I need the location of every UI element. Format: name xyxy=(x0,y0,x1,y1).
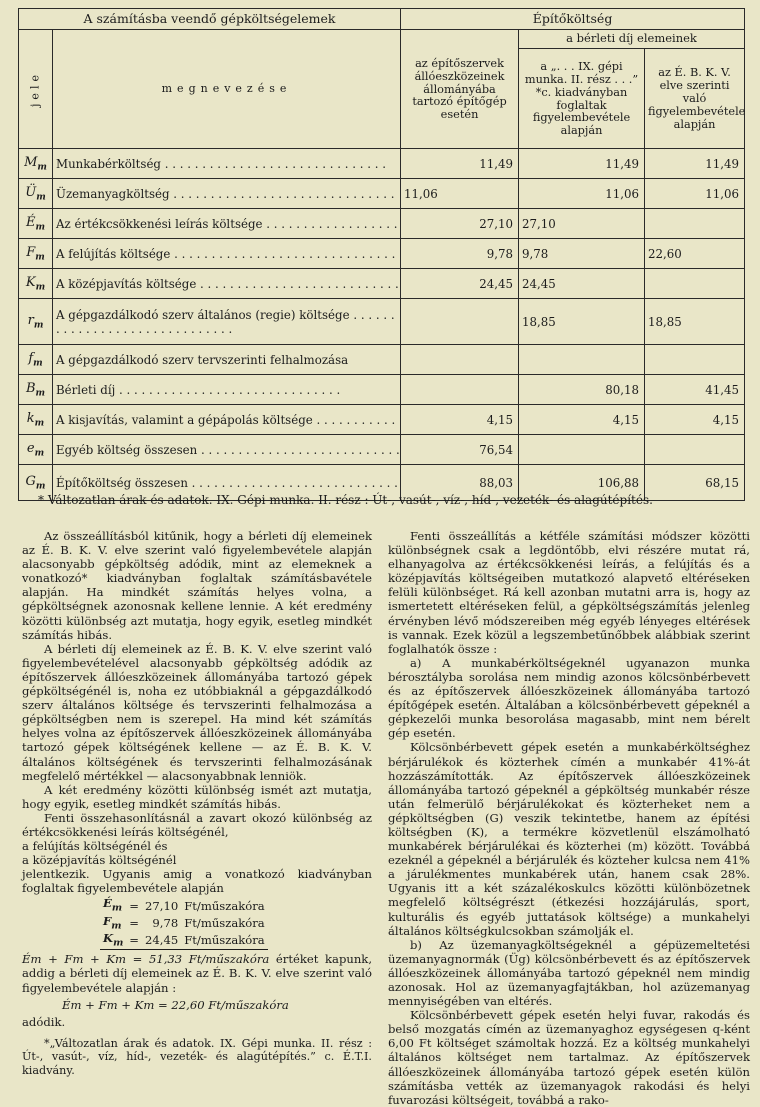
machine-cost-table xyxy=(18,8,745,501)
paragraph: A két eredmény közötti különbség ismét azt mutatja, hogy egyik, esetleg mindkét számítás hibás. xyxy=(22,782,372,811)
paragraph: Fenti összeállítás a kétféle számítási módszer közötti különbségnek csak a legdöntőbb, elvi részére mutat rá, elhanyagolva az értékcsökkenési leírás, a felújítás és a középjavítás költségeiben mutatkozó alapvető eltéréseken felüli különbséget. Rá kell azonban mutatni arra is, hogy az ismertetett eltéréseken felül, a gépköltségszámítás jelenleg érvényben lévő módszereiben még egyéb lényeges eltérések is vannak. Ezek közül a legszembetűnőbbek alábbiak szerint foglalhatók össze : xyxy=(388,529,750,656)
equation-row: $K_m$ = 24,45 Ft/műszakóra xyxy=(100,932,268,950)
row-value-col3 xyxy=(645,269,745,299)
paragraph: Az összeállításból kitűnik, hogy a bérleti díj elemeinek az É. B. K. V. elve szerint való figyelembevétele alapján alacsonyabb gépköltség adódik, mint az elemeknek a vonatkozó* kiadványban foglaltak számításbavétele alapján. Ha mindkét számítás helyes volna, a gépköltségnek azonosnak kellene lennie. A két eredmény közötti különbség azt mutatja, hogy egyik, esetleg mindkét számítás hibás. xyxy=(22,529,372,642)
header-cost-elements: A számításba veendő gépköltségelemek xyxy=(19,9,401,30)
row-value-col3 xyxy=(645,435,745,465)
row-value-col3: 41,45 xyxy=(645,375,745,405)
header-col-own-machines: az építőszervek állóeszközeinek állományába tartozó építőgép esetén xyxy=(401,30,519,149)
row-symbol: $G_m$ xyxy=(19,465,53,501)
row-name: Egyéb költség összesen . . . xyxy=(53,435,401,465)
row-value-col2: 27,10 xyxy=(519,209,645,239)
table-row xyxy=(19,345,745,375)
row-name: Az értékcsökkenési leírás költsége . . . xyxy=(53,209,401,239)
row-value-col3: 11,49 xyxy=(645,149,745,179)
row-name: A kisjavítás, valamint a gépápolás költsége . . . xyxy=(53,405,401,435)
paragraph: a középjavítás költségénél xyxy=(22,853,177,868)
equation-row: $F_m$ = 9,78 Ft/műszakóra xyxy=(103,913,265,932)
header-jele-cell xyxy=(19,30,53,149)
row-value-col1 xyxy=(401,375,519,405)
table-footnote: * Változatlan árak és adatok. IX. Gépi munka. II. rész : Út-, vasút-, víz-, híd-, vezeték- és alagútépítés. xyxy=(38,493,653,507)
paragraph: A bérleti díj elemeinek az É. B. K. V. elve szerint való figyelembevételével alacsonyabb gépköltség adódik az építőszervek állóeszközeinek állományába tartozó gépek gépköltségénél is, noha ez utóbbiaknál a gépgazdálkodó szerv általános költsége és tervszerinti felhalmozása a gépköltségben nem is szerepel. Ha mind két számítás helyes volna az építőszervek állóeszközeinek állományába tartozó gépek költségének kellene — az É. B. K. V. általános költségének és tervszerinti felhalmozásának megfelelő mértékkel — alacsonyabbnak lenniök. xyxy=(22,641,372,783)
row-value-col1: 4,15 xyxy=(401,405,519,435)
row-value-col3: 4,15 xyxy=(645,405,745,435)
row-name: Munkabérköltség . . . xyxy=(53,149,401,179)
table-row xyxy=(19,299,745,345)
row-value-col2: 9,78 xyxy=(519,239,645,269)
row-symbol: $Ü_m$ xyxy=(19,179,53,209)
row-name: A gépgazdálkodó szerv általános (regie) költsége . . . xyxy=(53,299,401,345)
row-symbol: $M_m$ xyxy=(19,149,53,179)
paragraph-rest: értéket kapunk, addig a bérleti díj elemeinek az É. B. K. V. elve szerint való figyelembevétele alapján : xyxy=(22,952,373,995)
row-symbol: $B_m$ xyxy=(19,375,53,405)
formula-sum-2: Ém + Fm + Km = 22,60 Ft/műszakóra xyxy=(62,997,289,1012)
row-name: Építőköltség összesen . . . xyxy=(53,465,401,501)
row-value-col2: 106,88 xyxy=(519,465,645,501)
row-symbol: $f_m$ xyxy=(19,345,53,375)
row-value-col3: 68,15 xyxy=(645,465,745,501)
paragraph: jelentkezik. Ugyanis amig a vonatkozó kiadványban foglaltak figyelembevétele alapján xyxy=(22,867,372,896)
equation-row: $É_m$ = 27,10 Ft/műszakóra xyxy=(103,896,265,914)
header-col-ebkv: az É. B. K. V. elve szerinti való figyelembevétele alapján xyxy=(645,49,745,149)
row-value-col1: 24,45 xyxy=(401,269,519,299)
row-value-col3: 11,06 xyxy=(645,179,745,209)
row-value-col1: 76,54 xyxy=(401,435,519,465)
table-row xyxy=(19,209,745,239)
header-megnevezese-cell xyxy=(53,30,401,149)
row-value-col1: 11,06 xyxy=(401,179,519,209)
row-value-col1 xyxy=(401,345,519,375)
row-name: Üzemanyagköltség . . . xyxy=(53,179,401,209)
table-row xyxy=(19,179,745,209)
paragraph xyxy=(22,952,372,994)
paragraph: a felújítás költségénél és xyxy=(22,839,168,854)
paragraph: Kölcsönbérbevett gépek esetén a munkabérköltséghez bérjárulékok és közterhek címén a munkabér 41%-át hozzászámították. Az építőszervek állóeszközeinek állományába tartozó gépeknél a gépköltség munkabér része után felmerülő bérjárulékokat és közterheket nem a gépköltségben (G) veszik tekintetbe, hanem az építési költségben (K), a termékre közvetlenül elszámolható munkabérek bérjárulékai és közterhei (m) között. Továbbá ezeknél a gépeknél a bérjárulék és közteher kulcsa nem 41% a járulékmentes munkabérek után, hanem csak 28%. Ugyanis itt a két százalékoskulcs közötti különbözetnek megfelelő költségrészt (étkezési hozzájárulás, sport, kulturális és egyéb juttatások költsége) a munkahelyi általános költségkulcsokban számolják el. xyxy=(388,740,750,938)
header-construction-cost: Építőköltség xyxy=(401,9,745,30)
table-row xyxy=(19,405,745,435)
row-symbol: $K_m$ xyxy=(19,269,53,299)
left-column xyxy=(22,529,372,1077)
row-name: A gépgazdálkodó szerv tervszerinti felhalmozása xyxy=(53,345,401,375)
row-value-col2: 80,18 xyxy=(519,375,645,405)
row-value-col2: 4,15 xyxy=(519,405,645,435)
row-value-col3: 18,85 xyxy=(645,299,745,345)
formula-sum-1: Ém + Fm + Km = 51,33 Ft/műszakóra xyxy=(22,952,270,967)
right-column xyxy=(388,529,750,1107)
header-rental-fee-elements: a bérleti díj elemeinek xyxy=(519,30,745,49)
row-symbol: $e_m$ xyxy=(19,435,53,465)
row-symbol: $k_m$ xyxy=(19,405,53,435)
row-value-col3 xyxy=(645,209,745,239)
header-megnevezese: megnevezése xyxy=(161,82,292,96)
row-value-col1: 88,03 xyxy=(401,465,519,501)
row-value-col2: 18,85 xyxy=(519,299,645,345)
table-row xyxy=(19,375,745,405)
row-value-col3 xyxy=(645,345,745,375)
paragraph: b) Az üzemanyagköltségeknél a gépüzemeltetési üzemanyagnormák (Üg) kölcsönbérbevett és az építőszervek állóeszközeinek állományába tartozó gépeknél nem mindig azonosak. Hol az üzemanyagfajtákban, hol azüzemanyag mennyiségében van eltérés. xyxy=(388,937,750,1009)
row-value-col2 xyxy=(519,345,645,375)
row-symbol: $É_m$ xyxy=(19,209,53,239)
row-value-col3: 22,60 xyxy=(645,239,745,269)
equation-block-1 xyxy=(22,897,372,950)
row-value-col2 xyxy=(519,435,645,465)
row-value-col1: 11,49 xyxy=(401,149,519,179)
row-symbol: $r_m$ xyxy=(19,299,53,345)
row-value-col1: 27,10 xyxy=(401,209,519,239)
paragraph: Kölcsönbérbevett gépek esetén helyi fuvar, rakodás és belső mozgatás címén az üzemanyaghoz egységesen q-ként 6,00 Ft költséget számoltak hozzá. Ez a költség munkahelyi általános költséget nem tartalmaz. Az építőszervek állóeszközeinek állományába tartozó gépek esetén külön számításba vették az üzemanyagok rakodási és helyi fuvarozási költségeit, továbbá a rako- xyxy=(388,1008,750,1107)
header-jele: jele xyxy=(28,71,42,107)
paragraph: a) A munkabérköltségeknél ugyanazon munka bérosztályba sorolása nem mindig azonos kölcsönbérbevett és az építőszervek állóeszközeinek állományába tartozó építőgépek esetén. Általában a kölcsönbérbevett gépeknél a gépkezelői munka besorolása magasabb, mint nem bérelt gép esetén. xyxy=(388,655,750,741)
row-name: A felújítás költsége . . . xyxy=(53,239,401,269)
table-row xyxy=(19,435,745,465)
paragraph: Fenti összehasonlításnál a zavart okozó különbség az értékcsökkenési leírás költségénél, xyxy=(22,810,372,839)
row-symbol: $F_m$ xyxy=(19,239,53,269)
table-row xyxy=(19,239,745,269)
left-footnote: *„Változatlan árak és adatok. IX. Gépi munka. II. rész : Út-, vasút-, víz, híd-, vezeték- és alagútépítés.” c. É.T.I. kiadvány. xyxy=(22,1036,372,1077)
row-name: Bérleti díj . . . xyxy=(53,375,401,405)
row-name: A középjavítás költsége . . . xyxy=(53,269,401,299)
header-col-publication: a „. . . IX. gépi munka. II. rész . . .” *c. kiadványban foglaltak figyelembevétele alapján xyxy=(519,49,645,149)
row-value-col2: 11,49 xyxy=(519,149,645,179)
table-row xyxy=(19,149,745,179)
row-value-col2: 11,06 xyxy=(519,179,645,209)
paragraph: adódik. xyxy=(22,1014,66,1029)
row-value-col2: 24,45 xyxy=(519,269,645,299)
row-value-col1 xyxy=(401,299,519,345)
table-row xyxy=(19,269,745,299)
row-value-col1: 9,78 xyxy=(401,239,519,269)
